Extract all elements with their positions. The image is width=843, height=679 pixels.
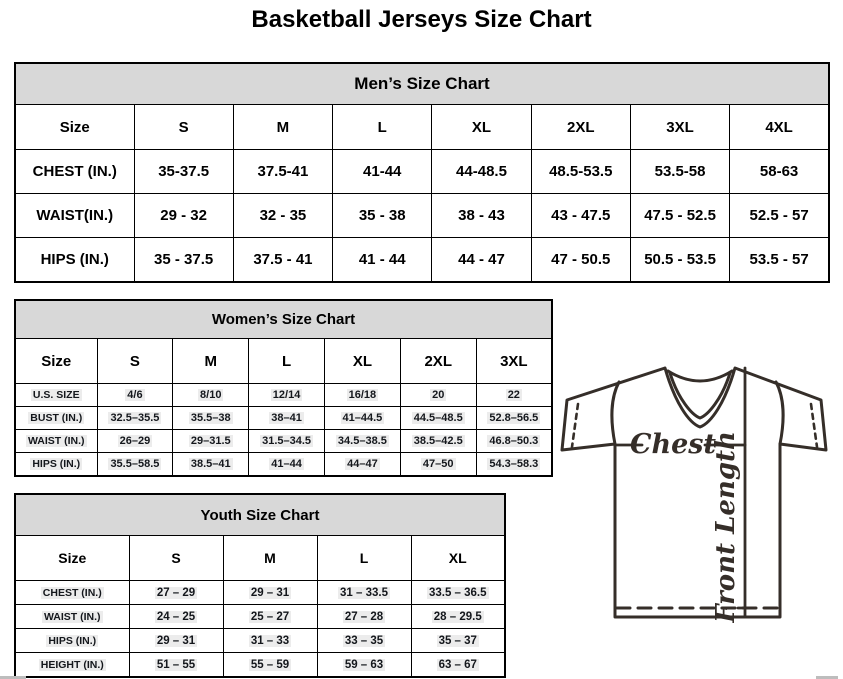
- size-column-header: 2XL: [531, 105, 630, 150]
- measurement-row: [15, 430, 552, 453]
- size-column-header: S: [97, 339, 173, 384]
- measurement-value: 44 - 47: [432, 238, 531, 283]
- measurement-row: [15, 238, 829, 283]
- measurement-value: 38.5–42.5: [400, 430, 476, 453]
- jersey-diagram: [558, 355, 838, 623]
- size-column-header: L: [249, 339, 325, 384]
- measurement-row: [15, 605, 505, 629]
- front-length-label: Front Length: [711, 431, 741, 623]
- measurement-value: 35 – 37: [411, 629, 505, 653]
- mens-size-table: [14, 62, 830, 283]
- measurement-value: 50.5 - 53.5: [630, 238, 729, 283]
- size-column-header: 3XL: [476, 339, 552, 384]
- womens-size-header-row: [15, 339, 552, 384]
- size-column-header: XL: [324, 339, 400, 384]
- youth-table-title: Youth Size Chart: [15, 494, 505, 536]
- jersey-outline: [562, 368, 826, 617]
- measurement-value: 35-37.5: [134, 150, 233, 194]
- measurement-value: 29 – 31: [223, 581, 317, 605]
- measurement-value: 4/6: [97, 384, 173, 407]
- measurement-label: U.S. SIZE: [15, 384, 97, 407]
- mens-size-header-row: [15, 105, 829, 150]
- right-cuff-stitch: [811, 404, 817, 447]
- left-sleeve-seam: [612, 382, 619, 444]
- measurement-value: 53.5 - 57: [730, 238, 829, 283]
- measurement-row: [15, 384, 552, 407]
- measurement-value: 54.3–58.3: [476, 453, 552, 477]
- measurement-value: 34.5–38.5: [324, 430, 400, 453]
- measurement-value: 44–47: [324, 453, 400, 477]
- measurement-row: [15, 581, 505, 605]
- measurement-value: 37.5 - 41: [233, 238, 332, 283]
- size-column-header: M: [173, 339, 249, 384]
- size-column-header: M: [223, 536, 317, 581]
- measurement-value: 52.8–56.5: [476, 407, 552, 430]
- measurement-value: 37.5-41: [233, 150, 332, 194]
- measurement-value: 38–41: [249, 407, 325, 430]
- measurement-row: [15, 653, 505, 678]
- right-sleeve-seam: [776, 382, 783, 444]
- measurement-value: 20: [400, 384, 476, 407]
- mens-table-title: Men’s Size Chart: [15, 63, 829, 105]
- measurement-value: 38.5–41: [173, 453, 249, 477]
- size-row-label: Size: [15, 339, 97, 384]
- size-row-label: Size: [15, 536, 129, 581]
- measurement-row: [15, 629, 505, 653]
- measurement-value: 47 - 50.5: [531, 238, 630, 283]
- collar-back-line: [668, 371, 732, 381]
- measurement-value: 63 – 67: [411, 653, 505, 678]
- measurement-value: 29 – 31: [129, 629, 223, 653]
- measurement-value: 44-48.5: [432, 150, 531, 194]
- measurement-value: 32.5–35.5: [97, 407, 173, 430]
- measurement-label: HEIGHT (IN.): [15, 653, 129, 678]
- size-column-header: L: [317, 536, 411, 581]
- measurement-value: 53.5-58: [630, 150, 729, 194]
- youth-size-header-row: [15, 536, 505, 581]
- measurement-value: 27 – 28: [317, 605, 411, 629]
- measurement-value: 48.5-53.5: [531, 150, 630, 194]
- size-column-header: L: [333, 105, 432, 150]
- measurement-value: 35.5–38: [173, 407, 249, 430]
- jersey-diagram-svg: [558, 355, 838, 623]
- measurement-value: 31 – 33: [223, 629, 317, 653]
- measurement-value: 46.8–50.3: [476, 430, 552, 453]
- measurement-value: 51 – 55: [129, 653, 223, 678]
- measurement-value: 55 – 59: [223, 653, 317, 678]
- measurement-value: 22: [476, 384, 552, 407]
- measurement-value: 31 – 33.5: [317, 581, 411, 605]
- measurement-label: WAIST(IN.): [15, 194, 134, 238]
- size-column-header: S: [129, 536, 223, 581]
- measurement-value: 52.5 - 57: [730, 194, 829, 238]
- measurement-value: 28 – 29.5: [411, 605, 505, 629]
- measurement-label: WAIST (IN.): [15, 605, 129, 629]
- size-column-header: S: [134, 105, 233, 150]
- measurement-value: 26–29: [97, 430, 173, 453]
- measurement-label: CHEST (IN.): [15, 581, 129, 605]
- page-title: Basketball Jerseys Size Chart: [251, 6, 592, 33]
- measurement-value: 29–31.5: [173, 430, 249, 453]
- size-column-header: 3XL: [630, 105, 729, 150]
- size-column-header: XL: [411, 536, 505, 581]
- measurement-value: 24 – 25: [129, 605, 223, 629]
- measurement-label: BUST (IN.): [15, 407, 97, 430]
- size-column-header: 2XL: [400, 339, 476, 384]
- measurement-value: 43 - 47.5: [531, 194, 630, 238]
- measurement-row: [15, 194, 829, 238]
- youth-size-table: [14, 493, 506, 678]
- measurement-value: 44.5–48.5: [400, 407, 476, 430]
- measurement-value: 29 - 32: [134, 194, 233, 238]
- measurement-value: 31.5–34.5: [249, 430, 325, 453]
- measurement-value: 35 - 37.5: [134, 238, 233, 283]
- measurement-label: CHEST (IN.): [15, 150, 134, 194]
- measurement-value: 27 – 29: [129, 581, 223, 605]
- chest-label: Chest: [630, 429, 716, 460]
- size-column-header: M: [233, 105, 332, 150]
- measurement-value: 33 – 35: [317, 629, 411, 653]
- measurement-value: 47–50: [400, 453, 476, 477]
- measurement-value: 35.5–58.5: [97, 453, 173, 477]
- size-column-header: 4XL: [730, 105, 829, 150]
- measurement-row: [15, 453, 552, 477]
- size-column-header: XL: [432, 105, 531, 150]
- measurement-value: 41 - 44: [333, 238, 432, 283]
- measurement-label: HIPS (IN.): [15, 629, 129, 653]
- youth-table-title-row: [15, 494, 505, 536]
- measurement-label: HIPS (IN.): [15, 453, 97, 477]
- mens-table-title-row: [15, 63, 829, 105]
- measurement-value: 38 - 43: [432, 194, 531, 238]
- womens-table-title-row: [15, 300, 552, 339]
- measurement-value: 12/14: [249, 384, 325, 407]
- womens-size-table: [14, 299, 553, 477]
- size-row-label: Size: [15, 105, 134, 150]
- measurement-value: 32 - 35: [233, 194, 332, 238]
- measurement-value: 58-63: [730, 150, 829, 194]
- measurement-label: WAIST (IN.): [15, 430, 97, 453]
- measurement-row: [15, 407, 552, 430]
- left-cuff-stitch: [572, 404, 578, 447]
- measurement-value: 16/18: [324, 384, 400, 407]
- measurement-row: [15, 150, 829, 194]
- measurement-value: 59 – 63: [317, 653, 411, 678]
- measurement-value: 41-44: [333, 150, 432, 194]
- measurement-label: HIPS (IN.): [15, 238, 134, 283]
- measurement-value: 25 – 27: [223, 605, 317, 629]
- measurement-value: 33.5 – 36.5: [411, 581, 505, 605]
- measurement-value: 47.5 - 52.5: [630, 194, 729, 238]
- womens-table-title: Women’s Size Chart: [15, 300, 552, 339]
- measurement-value: 41–44.5: [324, 407, 400, 430]
- measurement-value: 8/10: [173, 384, 249, 407]
- measurement-value: 35 - 38: [333, 194, 432, 238]
- measurement-value: 41–44: [249, 453, 325, 477]
